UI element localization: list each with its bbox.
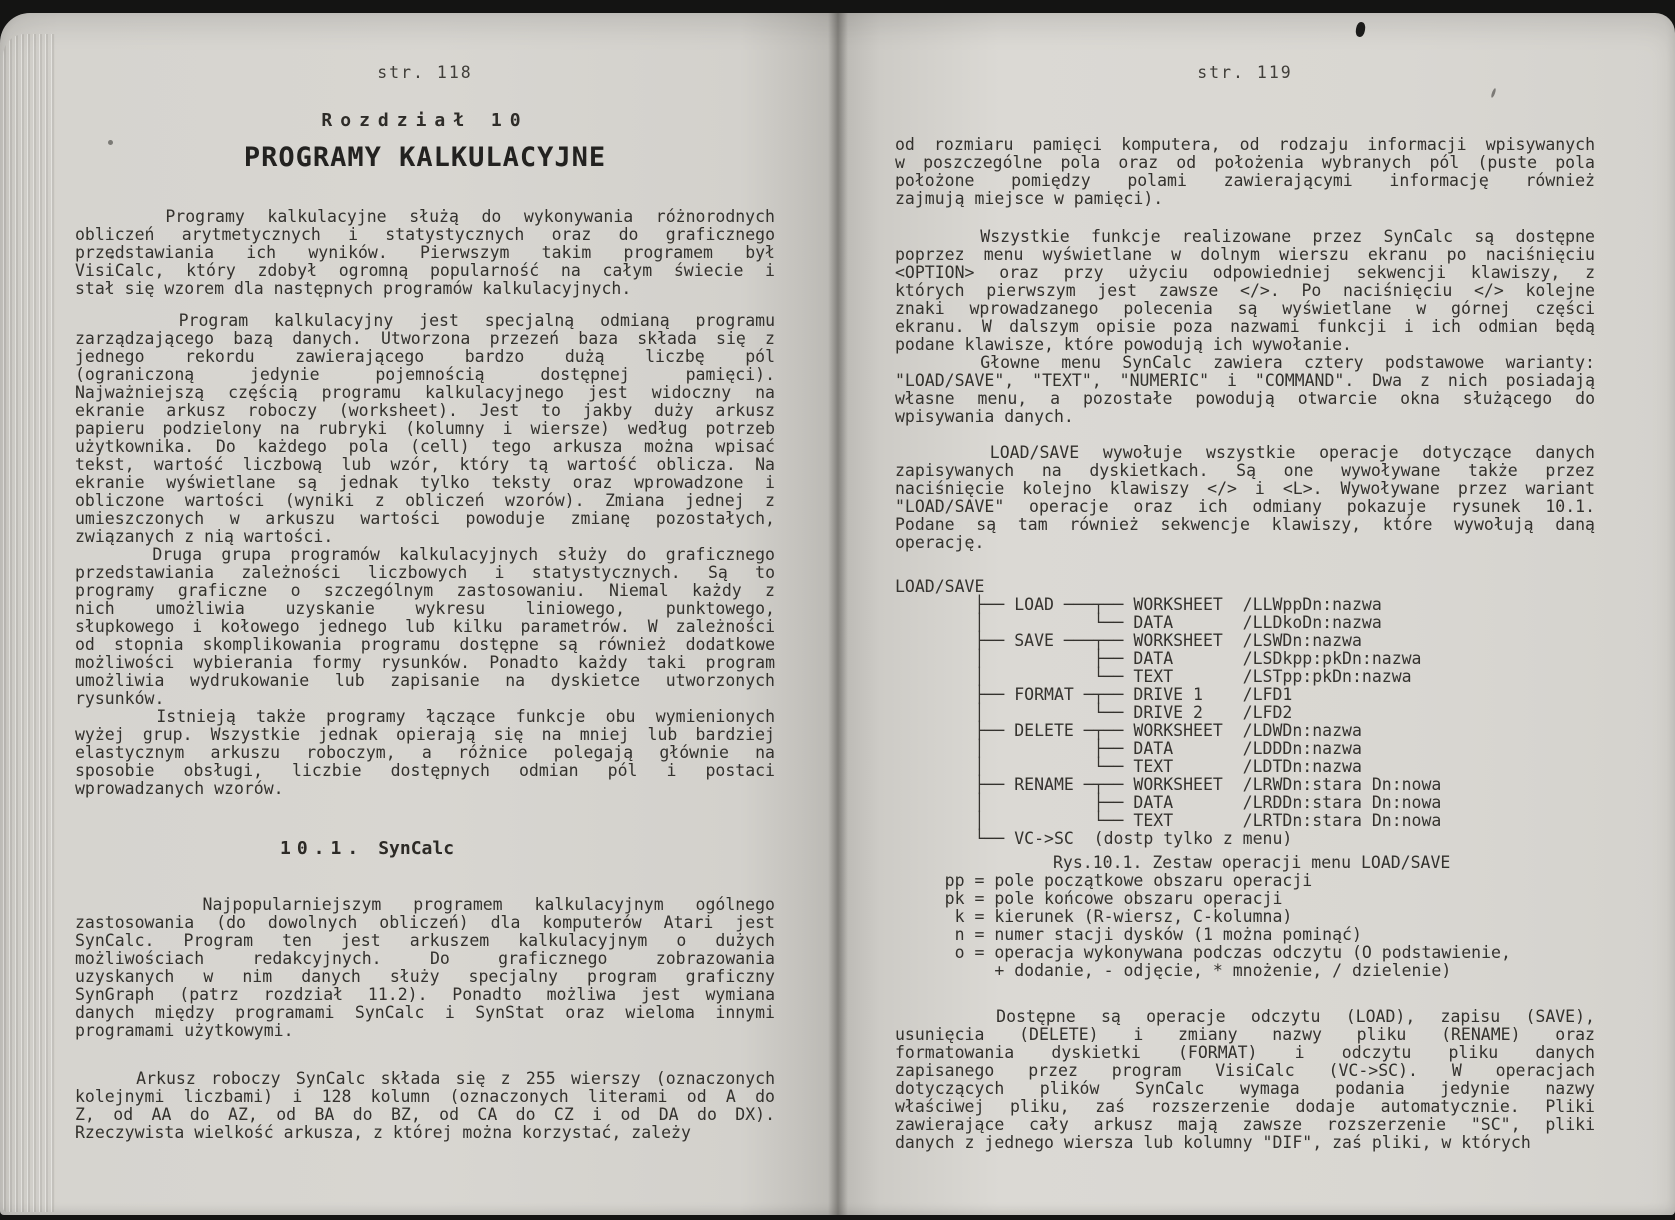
text-line: │ ├── DATA /LDDDn:nazwa xyxy=(895,739,1362,758)
text-line: właściwej pliku, zaś rozszerzenie dodaje automatycznie. Pliki xyxy=(895,1097,1595,1116)
text-line: możliwościach redakcyjnych. Do graficznego zobrazowania xyxy=(75,949,775,968)
text-line: └── VC->SC (dostp tylko z menu) xyxy=(895,829,1293,848)
text-line: VisiCalc, który zdobył ogromną popularność na całym świecie i xyxy=(75,261,775,280)
text-line: od stopnia skomplikowania programu dostępne są również dodatkowe xyxy=(75,635,775,654)
paragraph-operations xyxy=(895,1008,1595,1152)
text-line: danych z jednego wiersza lub kolumny "DIF", zaś pliki, w których xyxy=(895,1133,1531,1152)
text-line: pp = pole początkowe obszaru operacji xyxy=(895,871,1313,890)
text-line: naciśnięcie kolejno klawiszy </> i <L>. Wywoływane przez wariant xyxy=(895,479,1595,498)
text-line: zawierające cały arkusz mają zawsze rozszerzenie "SC", pliki xyxy=(895,1115,1595,1134)
text-line: Głowne menu SynCalc zawiera cztery podstawowe warianty: xyxy=(895,353,1595,372)
text-line: SynGraph (patrz rozdział 11.2). Ponadto możliwa jest wymiana xyxy=(75,985,775,1004)
text-line: │ └── TEXT /LRTDn:stara Dn:nowa xyxy=(895,811,1442,830)
page-right xyxy=(895,0,1595,1152)
text-line: "LOAD/SAVE" operacje oraz ich odmiany pokazuje rysunek 10.1. xyxy=(895,497,1595,516)
paragraph-main-menu xyxy=(895,354,1595,426)
page-number-right: str. 119 xyxy=(1197,63,1293,82)
text-line: papieru podzielony na rubryki (kolumny i wiersze) według potrzeb xyxy=(75,419,775,438)
text-line: tekst, wartość liczbową lub wzór, który tą wartość oblicza. Na xyxy=(75,455,775,474)
text-line: + dodanie, - odjęcie, * mnożenie, / dzielenie) xyxy=(895,961,1452,980)
text-line: wprowadzanych wzorów. xyxy=(75,779,284,798)
text-line: możliwości wybierania formy rysunków. Ponadto każdy taki program xyxy=(75,653,775,672)
text-line: pk = pole końcowe obszaru operacji xyxy=(895,889,1283,908)
text-line: Arkusz roboczy SynCalc składa się z 255 wierszy (oznaczonych xyxy=(75,1069,775,1088)
text-line: Z, od AA do AZ, od BA do BZ, od CA do CZ i od DA do DX). xyxy=(75,1105,775,1124)
text-line: wpisywania danych. xyxy=(895,407,1074,426)
paragraph-memory xyxy=(895,136,1595,208)
text-line: elastycznym arkuszu roboczym, a różnice polegają głównie na xyxy=(75,743,775,762)
text-line: położone pomiędzy polami zawierającymi informację również xyxy=(895,171,1595,190)
text-line: jednego rekordu zawierającego bardzo dużą liczbę pól xyxy=(75,347,775,366)
text-line: rysunków. xyxy=(75,689,165,708)
text-line: słupkowego i kołowego jednego lub kilku parametrów. W zależności xyxy=(75,617,775,636)
text-line: operację. xyxy=(895,533,985,552)
chapter-label: Rozdział 10 xyxy=(321,110,529,131)
text-line: Dostępne są operacje odczytu (LOAD), zapisu (SAVE), xyxy=(895,1007,1595,1026)
text-line: obliczone wartości (wyniki z obliczeń wzorów). Zmiana jednej z xyxy=(75,491,775,510)
text-line: przedstawiania ich wyników. Pierwszym takim programem był xyxy=(75,243,775,262)
text-line: │ └── DATA /LLDkoDn:nazwa xyxy=(895,613,1382,632)
text-line: n = numer stacji dysków (1 można pominąć) xyxy=(895,925,1362,944)
text-line: ├── LOAD ───┬── WORKSHEET /LLWppDn:nazwa xyxy=(895,595,1382,614)
text-line: umożliwia wydrukowanie lub zapisanie na dyskietce utworzonych xyxy=(75,671,775,690)
text-line: LOAD/SAVE wywołuje wszystkie operacje dotyczące danych xyxy=(895,443,1595,462)
text-line: zapisanego przez program VisiCalc (VC->SC). W operacjach xyxy=(895,1061,1595,1080)
text-line: │ └── TEXT /LDTDn:nazwa xyxy=(895,757,1362,776)
text-line: │ ├── DATA /LRDDn:stara Dn:nowa xyxy=(895,793,1442,812)
text-line: ├── FORMAT ─┬── DRIVE 1 /LFD1 xyxy=(895,685,1293,704)
text-line: ├── RENAME ─┬── WORKSHEET /LRWDn:stara Dn:nowa xyxy=(895,775,1442,794)
text-line: przedstawiania zależności liczbowych i statystycznych. Są to xyxy=(75,563,775,582)
book-gutter-crease xyxy=(828,13,848,1215)
text-line: programami użytkowymi. xyxy=(75,1021,294,1040)
text-line: poprzez menu wyświetlane w dolnym wierszu ekranu po naciśnięciu xyxy=(895,245,1595,264)
text-line: │ └── TEXT /LSTpp:pkDn:nazwa xyxy=(895,667,1412,686)
text-line: własne menu, a pozostałe powodują otwarcie okna służącego do xyxy=(895,389,1595,408)
text-line: ekranie arkusz roboczy (worksheet). Jest to jakby duży arkusz xyxy=(75,401,775,420)
section-name: SynCalc xyxy=(378,838,455,859)
text-line: w poszczególne pola oraz od położenia wybranych pól (puste pola xyxy=(895,153,1595,172)
text-line: formatowania dyskietki (FORMAT) i odczytu pliku danych xyxy=(895,1043,1595,1062)
text-line: zapisywanych na dyskietkach. Są one wywoływane także przez xyxy=(895,461,1595,480)
text-line: (ograniczoną jedynie pojemnością dostępnej pamięci). xyxy=(75,365,775,384)
text-line: │ └── DRIVE 2 /LFD2 xyxy=(895,703,1293,722)
text-line: znaki wprowadzanego polecenia są wyświetlane w górnej części xyxy=(895,299,1595,318)
text-line: uzyskanych w nim danych służy specjalny program graficzny xyxy=(75,967,775,986)
text-line: ├── SAVE ───┬── WORKSHEET /LSWDn:nazwa xyxy=(895,631,1362,650)
text-line: ekranie wyświetlane są jednak tylko teksty oraz wprowadzone i xyxy=(75,473,775,492)
text-line: których pierwszym jest zawsze </>. Po naciśnięciu </> kolejne xyxy=(895,281,1595,300)
figure-load-save-tree xyxy=(895,578,1595,848)
text-line: dotyczących plików SynCalc wymaga podania jedynie nazwy xyxy=(895,1079,1595,1098)
paragraph-load-save xyxy=(895,444,1595,552)
text-line: usunięcia (DELETE) i zmiany nazwy pliku (RENAME) oraz xyxy=(895,1025,1595,1044)
text-line: podane klawisze, które powodują ich wywołanie. xyxy=(895,335,1352,354)
text-line: LOAD/SAVE xyxy=(895,577,985,596)
text-line: <OPTION> oraz przy użyciu odpowiedniej sekwencji klawiszy, z xyxy=(895,263,1595,282)
text-line: k = kierunek (R-wiersz, C-kolumna) xyxy=(895,907,1293,926)
text-line: zajmują miejsce w pamięci). xyxy=(895,189,1164,208)
figure-caption: Rys.10.1. Zestaw operacji menu LOAD/SAVE xyxy=(1053,853,1451,872)
page-number-left: str. 118 xyxy=(377,63,473,82)
paragraph-intro xyxy=(75,208,775,298)
page-stack-edge xyxy=(3,34,55,1212)
text-line: o = operacja wykonywana podczas odczytu (O podstawienie, xyxy=(895,943,1511,962)
paragraph-functions-menu xyxy=(895,228,1595,354)
text-line: "LOAD/SAVE", "TEXT", "NUMERIC" i "COMMAND". Dwa z nich posiadają xyxy=(895,371,1595,390)
paragraph-combined-programs xyxy=(75,708,775,798)
paragraph-graphic-programs xyxy=(75,546,775,708)
text-line: danych między programami SynCalc i SynStat oraz wieloma innymi xyxy=(75,1003,775,1022)
section-heading-syncalc xyxy=(280,838,775,860)
text-line: Najważniejszą częścią programu kalkulacyjnego jest widoczny na xyxy=(75,383,775,402)
text-line: stał się wzorem dla następnych programów kalkulacyjnych. xyxy=(75,279,632,298)
paragraph-worksheet-size xyxy=(75,1070,775,1142)
text-line: od rozmiaru pamięci komputera, od rodzaju informacji wpisywanych xyxy=(895,135,1595,154)
text-line: Programy kalkulacyjne służą do wykonywania różnorodnych xyxy=(75,207,775,226)
text-line: wyżej grup. Wszystkie jednak opierają się na mniej lub bardziej xyxy=(75,725,775,744)
text-line: związanych z nią wartości. xyxy=(75,527,334,546)
figure-legend xyxy=(895,872,1595,980)
text-line: zastosowania (do dowolnych obliczeń) dla komputerów Atari jest xyxy=(75,913,775,932)
paragraph-worksheet xyxy=(75,312,775,546)
text-line: obliczeń arytmetycznych i statystycznych oraz do graficznego xyxy=(75,225,775,244)
text-line: Program kalkulacyjny jest specjalną odmianą programu xyxy=(75,311,775,330)
text-line: ekranu. W dalszym opisie poza nazwami funkcji i ich odmian będą xyxy=(895,317,1595,336)
text-line: SynCalc. Program ten jest arkuszem kalkulacyjnym o dużych xyxy=(75,931,775,950)
text-line: umieszczonych w arkuszu wartości powoduje zmianę pozostałych, xyxy=(75,509,775,528)
text-line: Podane są tam również sekwencje klawiszy, które wywołują daną xyxy=(895,515,1595,534)
text-line: Rzeczywista wielkość arkusza, z której można korzystać, zależy xyxy=(75,1123,691,1142)
text-line: Wszystkie funkcje realizowane przez SynCalc są dostępne xyxy=(895,227,1595,246)
text-line: ├── DELETE ─┬── WORKSHEET /LDWDn:nazwa xyxy=(895,721,1362,740)
text-line: kolejnymi liczbami) i 128 kolumn (oznaczonych literami od A do xyxy=(75,1087,775,1106)
text-line: nich umożliwia uzyskanie wykresu liniowego, punktowego, xyxy=(75,599,775,618)
section-number: 10.1. xyxy=(280,838,365,859)
chapter-title: PROGRAMY KALKULACYJNE xyxy=(243,142,607,173)
text-line: użytkownika. Do każdego pola (cell) tego arkusza można wpisać xyxy=(75,437,775,456)
page-left xyxy=(75,0,775,1142)
text-line: Istnieją także programy łączące funkcje obu wymienionych xyxy=(75,707,775,726)
text-line: programy graficzne o szczególnym zastosowaniu. Niemal każdy z xyxy=(75,581,775,600)
text-line: Najpopularniejszym programem kalkulacyjnym ogólnego xyxy=(75,895,775,914)
text-line: Druga grupa programów kalkulacyjnych służy do graficznego xyxy=(75,545,775,564)
text-line: sposobie obsługi, liczbie dostępnych odmian pól i postaci xyxy=(75,761,775,780)
text-line: zarządzającego bazą danych. Utworzona przezeń baza składa się z xyxy=(75,329,775,348)
paragraph-syncalc-intro xyxy=(75,896,775,1040)
text-line: │ ├── DATA /LSDkpp:pkDn:nazwa xyxy=(895,649,1422,668)
